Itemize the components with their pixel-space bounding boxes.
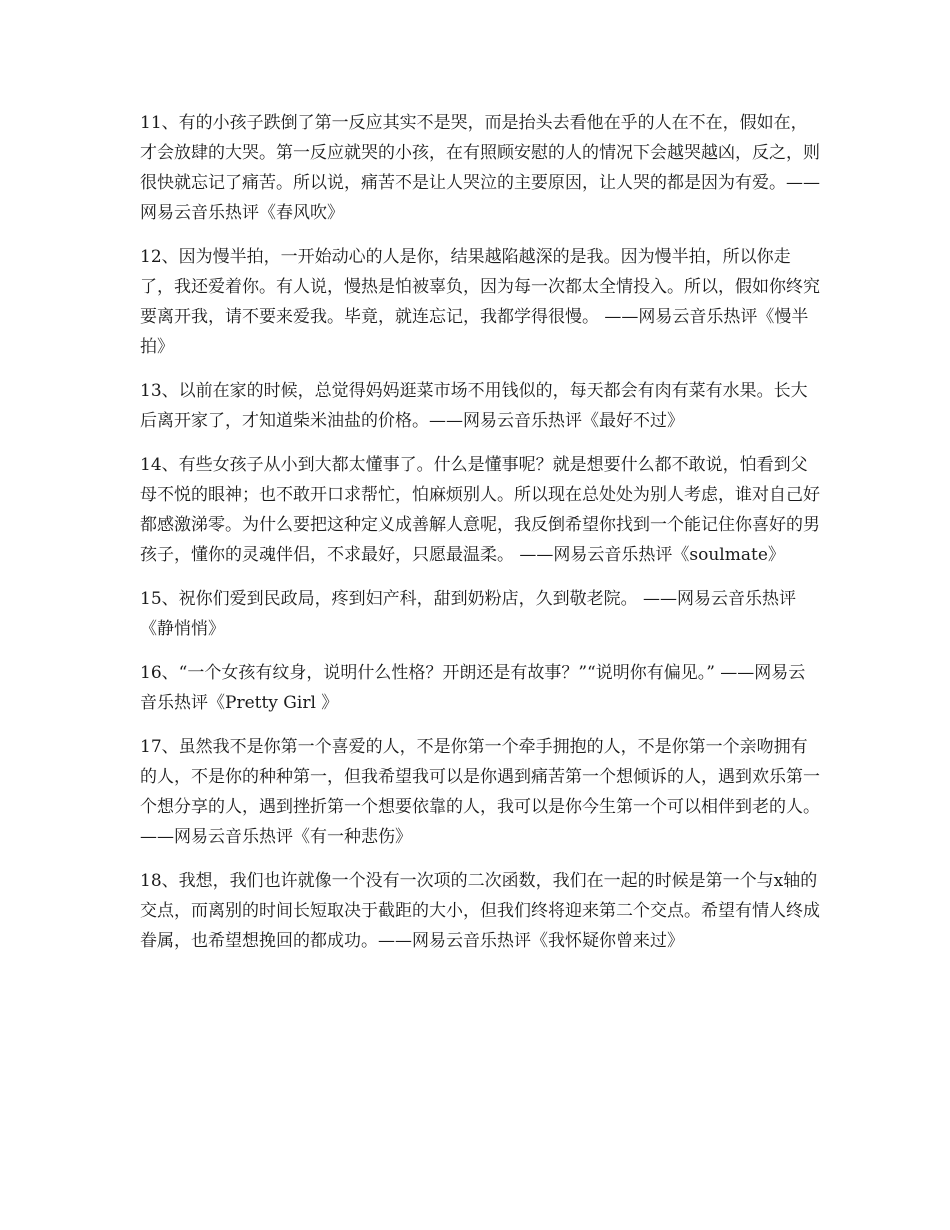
document-body xyxy=(140,108,820,970)
paragraph-11: 11、有的小孩子跌倒了第一反应其实不是哭，而是抬头去看他在乎的人在不在，假如在，才会放肆的大哭。第一反应就哭的小孩，在有照顾安慰的人的情况下会越哭越凶，反之，则很快就忘记了痛苦。所以说，痛苦不是让人哭泣的主要原因，让人哭的都是因为有爱。——网易云音乐热评《春风吹》 xyxy=(140,113,820,223)
paragraph-12: 12、因为慢半拍，一开始动心的人是你，结果越陷越深的是我。因为慢半拍，所以你走了，我还爱着你。有人说，慢热是怕被辜负，因为每一次都太全情投入。所以，假如你终究要离开我，请不要来爱我。毕竟，就连忘记，我都学得很慢。 ——网易云音乐热评《慢半拍》 xyxy=(140,247,820,357)
paragraph-15: 15、祝你们爱到民政局，疼到妇产科，甜到奶粉店，久到敬老院。 ——网易云音乐热评《静悄悄》 xyxy=(140,589,797,639)
paragraph-14: 14、有些女孩子从小到大都太懂事了。什么是懂事呢？就是想要什么都不敢说，怕看到父母不悦的眼神；也不敢开口求帮忙，怕麻烦别人。所以现在总处处为别人考虑，谁对自己好都感激涕零。为什么要把这种定义成善解人意呢，我反倒希望你找到一个能记住你喜好的男孩子，懂你的灵魂伴侣，不求最好，只愿最温柔。 ——网易云音乐热评《soulmate》 xyxy=(140,455,820,565)
paragraph-18: 18、我想，我们也许就像一个没有一次项的二次函数，我们在一起的时候是第一个与x轴的交点，而离别的时间长短取决于截距的大小，但我们终将迎来第二个交点。希望有情人终成眷属，也希望想挽回的都成功。——网易云音乐热评《我怀疑你曾来过》 xyxy=(140,871,820,951)
paragraph-16: 16、“一个女孩有纹身，说明什么性格？开朗还是有故事？”“说明你有偏见。” ——网易云音乐热评《Pretty Girl 》 xyxy=(140,663,806,713)
paragraph-17: 17、虽然我不是你第一个喜爱的人，不是你第一个牵手拥抱的人，不是你第一个亲吻拥有的人，不是你的种种第一，但我希望我可以是你遇到痛苦第一个想倾诉的人，遇到欢乐第一个想分享的人，遇到挫折第一个想要依靠的人，我可以是你今生第一个可以相伴到老的人。——网易云音乐热评《有一种悲伤》 xyxy=(140,737,820,847)
paragraph-13: 13、以前在家的时候，总觉得妈妈逛菜市场不用钱似的，每天都会有肉有菜有水果。长大后离开家了，才知道柴米油盐的价格。——网易云音乐热评《最好不过》 xyxy=(140,381,808,431)
